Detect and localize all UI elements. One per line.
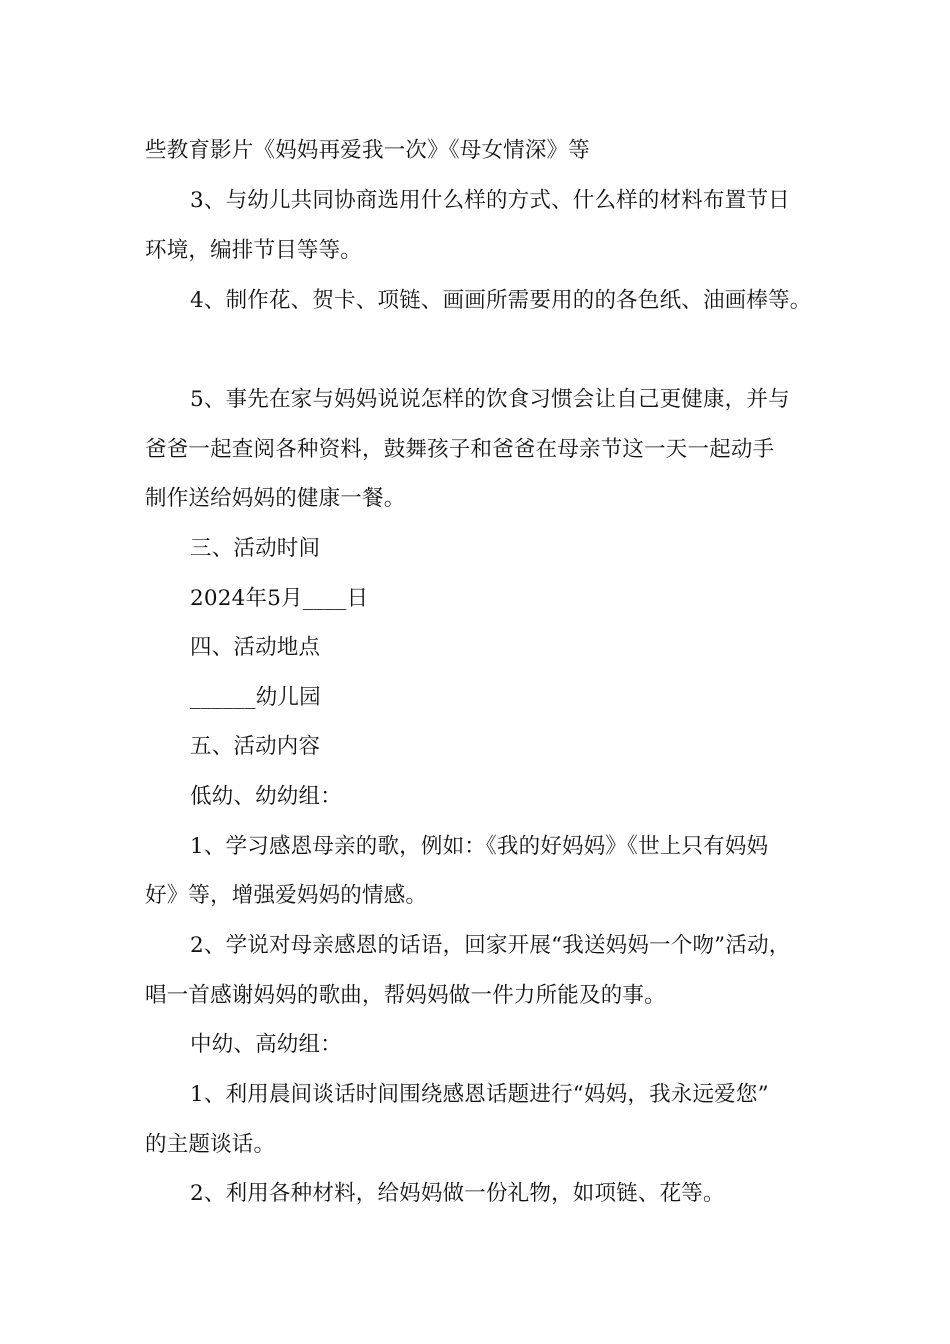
text-line: ______幼儿园 [190,685,321,710]
text-line: 制作送给妈妈的健康一餐。 [145,486,406,511]
text-line: 爸爸一起查阅各种资料，鼓舞孩子和爸爸在母亲节这一天一起动手 [145,437,775,462]
text-line: 2、学说对母亲感恩的话语，回家开展“我送妈妈一个吻”活动， [190,933,791,958]
text-line: 的主题谈话。 [145,1132,276,1157]
text-line: 唱一首感谢妈妈的歌曲，帮妈妈做一件力所能及的事。 [145,983,666,1008]
text-line: 1、学习感恩母亲的歌，例如：《我的好妈妈》《世上只有妈妈 [190,834,769,859]
text-line: 2024年5月____日 [190,586,369,611]
text-line: 好》等，增强爱妈妈的情感。 [145,883,428,908]
text-line: 5、事先在家与妈妈说说怎样的饮食习惯会让自己更健康，并与 [190,387,790,412]
group-heading: 低幼、幼幼组： [190,784,342,809]
text-line: 环境，编排节目等等。 [145,238,363,263]
group-heading: 中幼、高幼组： [190,1032,342,1057]
text-line: 1、利用晨间谈话时间围绕感恩话题进行“妈妈，我永远爱您” [190,1082,769,1107]
section-heading: 五、活动内容 [190,734,321,759]
text-line: 些教育影片《妈妈再爱我一次》《母女情深》等 [145,138,590,163]
section-heading: 四、活动地点 [190,635,321,660]
text-line: 3、与幼儿共同协商选用什么样的方式、什么样的材料布置节日 [190,188,790,213]
section-heading: 三、活动时间 [190,536,321,561]
text-line: 2、利用各种材料，给妈妈做一份礼物，如项链、花等。 [190,1181,725,1206]
text-line: 4、制作花、贺卡、项链、画画所需要用的的各色纸、油画棒等。 [190,288,812,313]
